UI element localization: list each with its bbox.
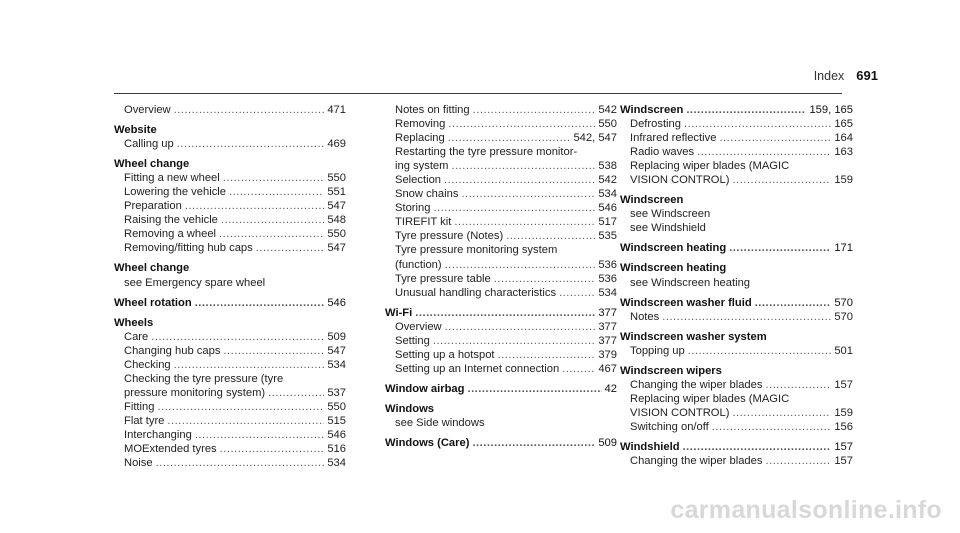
entry-text: Windscreen heating bbox=[620, 242, 727, 255]
dot-leader bbox=[765, 378, 831, 392]
index-subentry bbox=[114, 344, 346, 358]
page-reference: 534 bbox=[327, 457, 346, 470]
dot-leader bbox=[229, 185, 324, 199]
page-reference: 516 bbox=[327, 443, 346, 456]
entry-text: Lowering the vehicle bbox=[124, 186, 226, 199]
index-column-1 bbox=[114, 103, 346, 470]
index-subentry bbox=[114, 386, 346, 400]
page-reference: 538 bbox=[598, 160, 617, 173]
dot-leader bbox=[223, 344, 324, 358]
entry-text: ing system bbox=[395, 160, 449, 173]
entry-text: Windows (Care) bbox=[385, 437, 470, 450]
index-heading bbox=[620, 193, 853, 207]
page-reference: 467 bbox=[598, 362, 617, 375]
dot-leader bbox=[256, 241, 325, 255]
page-header bbox=[814, 68, 878, 83]
entry-text: Setting bbox=[395, 334, 430, 347]
index-subentry bbox=[385, 103, 617, 117]
entry-text: Fitting a new wheel bbox=[124, 172, 220, 185]
index-heading bbox=[385, 306, 617, 320]
page-reference: 159, 165 bbox=[809, 104, 853, 116]
dot-leader bbox=[732, 406, 831, 420]
dot-leader bbox=[683, 440, 832, 454]
index-subentry bbox=[114, 456, 346, 470]
entry-text: see Windscreen heating bbox=[630, 276, 751, 289]
entry-text: Changing the wiper blades bbox=[630, 378, 763, 391]
page-reference: 379 bbox=[598, 348, 617, 361]
header-rule bbox=[114, 93, 842, 94]
entry-text: see Windscreen bbox=[630, 208, 711, 221]
page-reference: 547 bbox=[327, 200, 346, 213]
dot-leader bbox=[732, 173, 831, 187]
page-reference: 157 bbox=[834, 378, 853, 391]
index-heading bbox=[620, 261, 853, 275]
page-reference: 163 bbox=[834, 146, 853, 159]
index-subentry bbox=[114, 171, 346, 185]
entry-text: Wi-Fi bbox=[385, 306, 413, 319]
entry-text: Replacing wiper blades (MAGIC bbox=[630, 392, 790, 405]
entry-text: Windscreen wipers bbox=[620, 364, 722, 377]
page-reference: 171 bbox=[834, 242, 853, 255]
index-subentry bbox=[114, 276, 346, 290]
index-subentry bbox=[114, 241, 346, 255]
index-heading bbox=[114, 157, 346, 171]
index-subentry bbox=[620, 131, 853, 145]
index-subentry bbox=[385, 145, 617, 159]
index-heading bbox=[620, 440, 853, 454]
index-heading bbox=[620, 364, 853, 378]
index-subentry bbox=[385, 362, 617, 376]
entry-text: Windscreen heating bbox=[620, 262, 727, 275]
index-subentry bbox=[114, 358, 346, 372]
index-subentry bbox=[114, 103, 346, 117]
page-reference: 377 bbox=[598, 320, 617, 333]
page-reference: 547 bbox=[327, 344, 346, 357]
entry-text: Removing bbox=[395, 118, 446, 131]
dot-leader bbox=[662, 310, 831, 324]
entry-text: see Side windows bbox=[395, 416, 485, 429]
page-reference: 471 bbox=[327, 104, 346, 116]
page-reference: 551 bbox=[327, 186, 346, 199]
dot-leader bbox=[167, 414, 324, 428]
page-reference: 534 bbox=[327, 358, 346, 371]
index-subentry bbox=[385, 416, 617, 430]
index-subentry bbox=[114, 185, 346, 199]
index-subentry bbox=[620, 406, 853, 420]
entry-text: Checking the tyre pressure (tyre bbox=[124, 372, 284, 385]
entry-text: Tyre pressure monitoring system bbox=[395, 244, 558, 257]
index-subentry bbox=[385, 243, 617, 257]
dot-leader bbox=[177, 137, 325, 151]
entry-text: Snow chains bbox=[395, 188, 459, 201]
dot-leader bbox=[195, 428, 325, 442]
dot-leader bbox=[445, 258, 596, 272]
entry-text: Setting up a hotspot bbox=[395, 348, 495, 361]
index-subentry bbox=[114, 442, 346, 456]
entry-text: (function) bbox=[395, 258, 442, 271]
dot-leader bbox=[494, 272, 596, 286]
entry-text: Overview bbox=[124, 104, 171, 116]
index-subentry bbox=[385, 320, 617, 334]
entry-text: Windscreen washer system bbox=[620, 330, 767, 343]
index-subentry bbox=[385, 131, 617, 145]
page-reference: 165 bbox=[834, 118, 853, 131]
entry-text: Windscreen bbox=[620, 104, 684, 116]
index-subentry bbox=[620, 310, 853, 324]
index-subentry bbox=[385, 229, 617, 243]
page-reference: 546 bbox=[327, 296, 346, 309]
index-subentry bbox=[385, 117, 617, 131]
entry-text: VISION CONTROL) bbox=[630, 406, 730, 419]
entry-text: Wheel rotation bbox=[114, 296, 192, 309]
entry-text: Windscreen bbox=[620, 194, 684, 207]
page-reference: 570 bbox=[834, 310, 853, 323]
index-subentry bbox=[114, 414, 346, 428]
dot-leader bbox=[223, 171, 325, 185]
index-subentry bbox=[114, 330, 346, 344]
entry-text: Infrared reflective bbox=[630, 132, 717, 145]
index-subentry bbox=[620, 117, 853, 131]
page-reference: 159 bbox=[834, 406, 853, 419]
dot-leader bbox=[472, 436, 595, 450]
page-reference: 542 bbox=[598, 174, 617, 187]
page-reference: 548 bbox=[327, 214, 346, 227]
index-subentry bbox=[114, 199, 346, 213]
entry-text: pressure monitoring system) bbox=[124, 386, 266, 399]
entry-text: Wheels bbox=[114, 316, 154, 329]
page-reference: 550 bbox=[598, 118, 617, 131]
entry-text: Interchanging bbox=[124, 428, 192, 441]
dot-leader bbox=[195, 296, 325, 310]
page-reference: 501 bbox=[834, 344, 853, 357]
entry-text: Replacing wiper blades (MAGIC bbox=[630, 160, 790, 173]
index-subentry bbox=[385, 334, 617, 348]
entry-text: Storing bbox=[395, 202, 431, 215]
index-subentry bbox=[114, 428, 346, 442]
page-reference: 164 bbox=[834, 132, 853, 145]
index-subentry bbox=[385, 272, 617, 286]
index-subentry bbox=[620, 392, 853, 406]
entry-text: TIREFIT kit bbox=[395, 216, 452, 229]
index-column-2 bbox=[385, 103, 617, 450]
index-heading bbox=[114, 316, 346, 330]
page-reference: 515 bbox=[327, 414, 346, 427]
dot-leader bbox=[415, 306, 595, 320]
index-subentry bbox=[620, 159, 853, 173]
entry-text: Notes on fitting bbox=[395, 104, 470, 116]
index-subentry bbox=[385, 187, 617, 201]
page-reference: 536 bbox=[598, 272, 617, 285]
index-subentry bbox=[620, 344, 853, 358]
dot-leader bbox=[461, 187, 595, 201]
entry-text: Preparation bbox=[124, 200, 182, 213]
entry-text: Removing a wheel bbox=[124, 228, 217, 241]
entry-text: Tyre pressure table bbox=[395, 272, 491, 285]
dot-leader bbox=[755, 296, 832, 310]
dot-leader bbox=[220, 442, 325, 456]
entry-text: Windshield bbox=[620, 440, 680, 453]
page-reference: 159 bbox=[834, 174, 853, 187]
dot-leader bbox=[445, 320, 596, 334]
page-reference: 517 bbox=[598, 216, 617, 229]
entry-text: Switching on/off bbox=[630, 420, 709, 433]
dot-leader bbox=[268, 386, 324, 400]
index-subentry bbox=[385, 258, 617, 272]
entry-text: Fitting bbox=[124, 400, 155, 413]
index-heading bbox=[620, 241, 853, 255]
index-subentry bbox=[620, 173, 853, 187]
entry-text: see Emergency spare wheel bbox=[124, 276, 266, 289]
page-number: 691 bbox=[856, 68, 878, 83]
entry-text: Selection bbox=[395, 174, 442, 187]
entry-text: Radio waves bbox=[630, 146, 695, 159]
index-heading bbox=[620, 330, 853, 344]
page-reference: 42 bbox=[604, 382, 617, 395]
header-label: Index bbox=[813, 69, 845, 83]
page-reference: 570 bbox=[834, 296, 853, 309]
index-subentry bbox=[114, 227, 346, 241]
index-subentry bbox=[620, 276, 853, 290]
entry-text: Wheel change bbox=[114, 262, 190, 275]
index-subentry bbox=[114, 372, 346, 386]
index-heading bbox=[620, 296, 853, 310]
entry-text: Topping up bbox=[630, 344, 685, 357]
dot-leader bbox=[174, 358, 325, 372]
index-heading bbox=[114, 261, 346, 275]
index-heading bbox=[385, 382, 617, 396]
entry-text: Raising the vehicle bbox=[124, 214, 218, 227]
entry-text: Windscreen washer fluid bbox=[620, 296, 752, 309]
dot-leader bbox=[559, 286, 595, 300]
entry-text: Tyre pressure (Notes) bbox=[395, 230, 504, 243]
dot-leader bbox=[433, 334, 595, 348]
dot-leader bbox=[712, 420, 832, 434]
entry-text: Noise bbox=[124, 457, 153, 470]
entry-text: Window airbag bbox=[385, 382, 465, 395]
dot-leader bbox=[765, 454, 831, 468]
dot-leader bbox=[467, 382, 601, 396]
dot-leader bbox=[157, 400, 324, 414]
entry-text: Changing the wiper blades bbox=[630, 455, 763, 468]
page-reference: 377 bbox=[598, 334, 617, 347]
index-subentry bbox=[385, 348, 617, 362]
index-subentry bbox=[620, 454, 853, 468]
index-subentry bbox=[620, 145, 853, 159]
page-reference: 550 bbox=[327, 228, 346, 241]
entry-text: Calling up bbox=[124, 138, 174, 151]
index-heading bbox=[620, 103, 853, 117]
entry-text: Defrosting bbox=[630, 118, 681, 131]
index-subentry bbox=[114, 213, 346, 227]
dot-leader bbox=[174, 103, 325, 117]
page-reference: 377 bbox=[598, 306, 617, 319]
dot-leader bbox=[185, 199, 324, 213]
dot-leader bbox=[219, 227, 324, 241]
page-reference: 550 bbox=[327, 172, 346, 185]
index-heading bbox=[114, 123, 346, 137]
dot-leader bbox=[686, 103, 806, 117]
dot-leader bbox=[697, 145, 831, 159]
dot-leader bbox=[688, 344, 832, 358]
dot-leader bbox=[729, 241, 831, 255]
index-subentry bbox=[385, 215, 617, 229]
index-heading bbox=[385, 436, 617, 450]
entry-text: MOExtended tyres bbox=[124, 443, 217, 456]
watermark-text: carmanualsonline.info bbox=[670, 496, 942, 524]
dot-leader bbox=[684, 117, 831, 131]
dot-leader bbox=[506, 229, 595, 243]
page-reference: 542 bbox=[598, 104, 617, 116]
dot-leader bbox=[719, 131, 831, 145]
entry-text: Changing hub caps bbox=[124, 344, 221, 357]
dot-leader bbox=[562, 362, 595, 376]
dot-leader bbox=[151, 330, 324, 344]
index-subentry bbox=[620, 378, 853, 392]
page-reference: 536 bbox=[598, 258, 617, 271]
page-reference: 550 bbox=[327, 400, 346, 413]
page-reference: 534 bbox=[598, 188, 617, 201]
index-subentry bbox=[385, 201, 617, 215]
entry-text: Overview bbox=[395, 320, 442, 333]
index-heading bbox=[114, 296, 346, 310]
entry-text: Website bbox=[114, 124, 157, 137]
entry-text: Removing/fitting hub caps bbox=[124, 242, 253, 255]
dot-leader bbox=[448, 117, 595, 131]
dot-leader bbox=[433, 201, 595, 215]
page-reference: 156 bbox=[834, 420, 853, 433]
dot-leader bbox=[448, 131, 571, 145]
index-subentry bbox=[114, 137, 346, 151]
entry-text: Setting up an Internet connection bbox=[395, 362, 560, 375]
index-subentry bbox=[114, 400, 346, 414]
entry-text: see Windshield bbox=[630, 222, 706, 235]
page-reference: 546 bbox=[327, 428, 346, 441]
entry-text: Replacing bbox=[395, 132, 445, 145]
dot-leader bbox=[473, 103, 596, 117]
dot-leader bbox=[444, 173, 595, 187]
page-reference: 546 bbox=[598, 202, 617, 215]
page-reference: 469 bbox=[327, 138, 346, 151]
page-reference: 542, 547 bbox=[573, 132, 617, 145]
dot-leader bbox=[454, 215, 595, 229]
dot-leader bbox=[221, 213, 324, 227]
entry-text: Wheel change bbox=[114, 158, 190, 171]
index-subentry bbox=[385, 159, 617, 173]
index-subentry bbox=[620, 221, 853, 235]
dot-leader bbox=[451, 159, 595, 173]
index-subentry bbox=[620, 420, 853, 434]
entry-text: Unusual handling characteristics bbox=[395, 286, 557, 299]
page-reference: 157 bbox=[834, 440, 853, 453]
page-reference: 157 bbox=[834, 455, 853, 468]
page-reference: 509 bbox=[598, 437, 617, 450]
page-reference: 547 bbox=[327, 242, 346, 255]
entry-text: Restarting the tyre pressure monitor- bbox=[395, 146, 578, 159]
index-subentry bbox=[385, 286, 617, 300]
entry-text: Care bbox=[124, 330, 149, 343]
index-subentry bbox=[385, 173, 617, 187]
index-subentry bbox=[620, 207, 853, 221]
index-heading bbox=[385, 402, 617, 416]
entry-text: Notes bbox=[630, 310, 660, 323]
page-reference: 537 bbox=[327, 386, 346, 399]
dot-leader bbox=[156, 456, 325, 470]
page-reference: 509 bbox=[327, 330, 346, 343]
index-column-3 bbox=[620, 103, 853, 468]
entry-text: Checking bbox=[124, 358, 171, 371]
page-reference: 534 bbox=[598, 286, 617, 299]
page-reference: 535 bbox=[598, 230, 617, 243]
entry-text: Windows bbox=[385, 402, 434, 415]
entry-text: Flat tyre bbox=[124, 414, 165, 427]
dot-leader bbox=[498, 348, 596, 362]
entry-text: VISION CONTROL) bbox=[630, 174, 730, 187]
